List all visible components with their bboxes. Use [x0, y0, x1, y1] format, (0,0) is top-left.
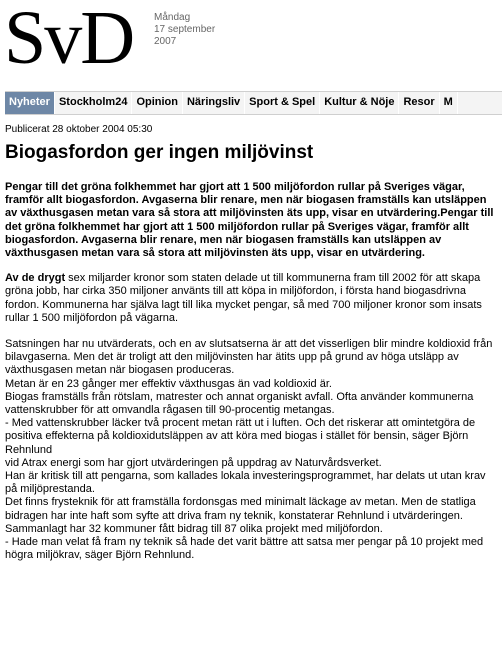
article-headline: Biogasfordon ger ingen miljövinst: [5, 142, 314, 163]
body-line: - Med vattenskrubber läcker två procent metan rätt ut i luften. Och det riskerar att omintetgöra de positiva effekterna på koldioxidutsläppen av att köra med biogas i stället för bensin, säger Björn Rehnlund: [5, 417, 476, 456]
published-timestamp: Publicerat 28 oktober 2004 05:30: [5, 124, 153, 135]
svd-logo[interactable]: SvD: [4, 0, 134, 80]
dateline-year: 2007: [154, 36, 177, 47]
paragraph-text: sex miljarder kronor som staten delade ut till kommunerna fram till 2002 för att skapa gröna jobb, har cirka 350 miljoner använts till att köpa in miljöfordon, i första hand biogasdrivna fordon. Kommunerna har själva lagt till lika mycket pengar, så med 700 miljoner kronor som insats rullar 1 500 miljöfordon på vägarna.: [5, 272, 482, 324]
body-line: vid Atrax energi som har gjort utvärderingen på uppdrag av Naturvårdsverket.: [5, 456, 382, 469]
tab-kultur-noje[interactable]: Kultur & Nöje: [320, 92, 399, 114]
body-line: Satsningen har nu utvärderats, och en av slutsatserna är att det visserligen blir mindre koldioxid från bilavgaserna. Men det är troligt att den miljövinsten har ätits upp på grund av höga utsläpp av växthusgasen metan när biogasen produceras.: [5, 338, 493, 377]
article-lead: Pengar till det gröna folkhemmet har gjort att 1 500 miljöfordon rullar på Sveriges vägar, framför allt biogasfordon. Avgaserna blir renare, men när biogasen framställs kan utsläppen av växthusgasen metan vara så stora att miljövinsten äts upp, visar en utvärdering.Pengar till det gröna folkhemmet har gjort att 1 500 miljöfordon rullar på Sveriges vägar, framför allt biogasfordon. Avgaserna blir renare, men när biogasen framställs kan utsläppen av växthusgasen metan vara så stora att miljövinsten äts upp, visar en utvärdering.: [5, 181, 494, 260]
body-line: Sammanlagt har 32 kommuner fått bidrag till 87 olika projekt med miljöfordon.: [5, 522, 383, 535]
tab-stockholm24[interactable]: Stockholm24: [55, 92, 132, 114]
masthead: [0, 0, 502, 90]
body-line: Han är kritisk till att pengarna, som kallades lokala investeringsprogrammet, har delats ut utan krav på miljöprestanda.: [5, 470, 486, 496]
dateline-date: 17 september: [154, 24, 216, 35]
body-line: - Hade man velat få fram ny teknik så hade det varit bättre att satsa mer pengar på 10 projekt med högra miljökrav, säger Björn Rehnlund.: [5, 536, 484, 562]
tab-opinion[interactable]: Opinion: [132, 92, 183, 114]
tab-m-truncated[interactable]: M: [440, 92, 458, 114]
section-nav: [5, 91, 502, 115]
dateline: [154, 12, 215, 48]
tab-resor[interactable]: Resor: [399, 92, 439, 114]
article-paragraph-2: [5, 338, 499, 562]
tab-naringsliv[interactable]: Näringsliv: [183, 92, 245, 114]
body-line: Biogas framställs från rötslam, matrester och annat organiskt avfall. Ofta använder kommunerna vattenskrubber för att omvandla rågasen till 90-procentig metangas.: [5, 390, 474, 417]
tab-nyheter[interactable]: Nyheter: [5, 92, 55, 114]
dateline-weekday: Måndag: [154, 12, 191, 23]
tab-sport-spel[interactable]: Sport & Spel: [245, 92, 320, 114]
paragraph-kicker: Av de drygt: [5, 272, 66, 285]
body-line: Metan är en 23 gånger mer effektiv växthusgas än vad koldioxid är.: [5, 377, 332, 390]
article-body: [5, 181, 499, 575]
body-line: Det finns frysteknik för att framställa fordonsgas med minimalt läckage av metan. Men de statliga bidragen har inte haft som syfte att driva fram ny teknik, konstaterar Rehnlund i utvärderingen.: [5, 496, 476, 522]
article-paragraph-1: [5, 272, 499, 325]
